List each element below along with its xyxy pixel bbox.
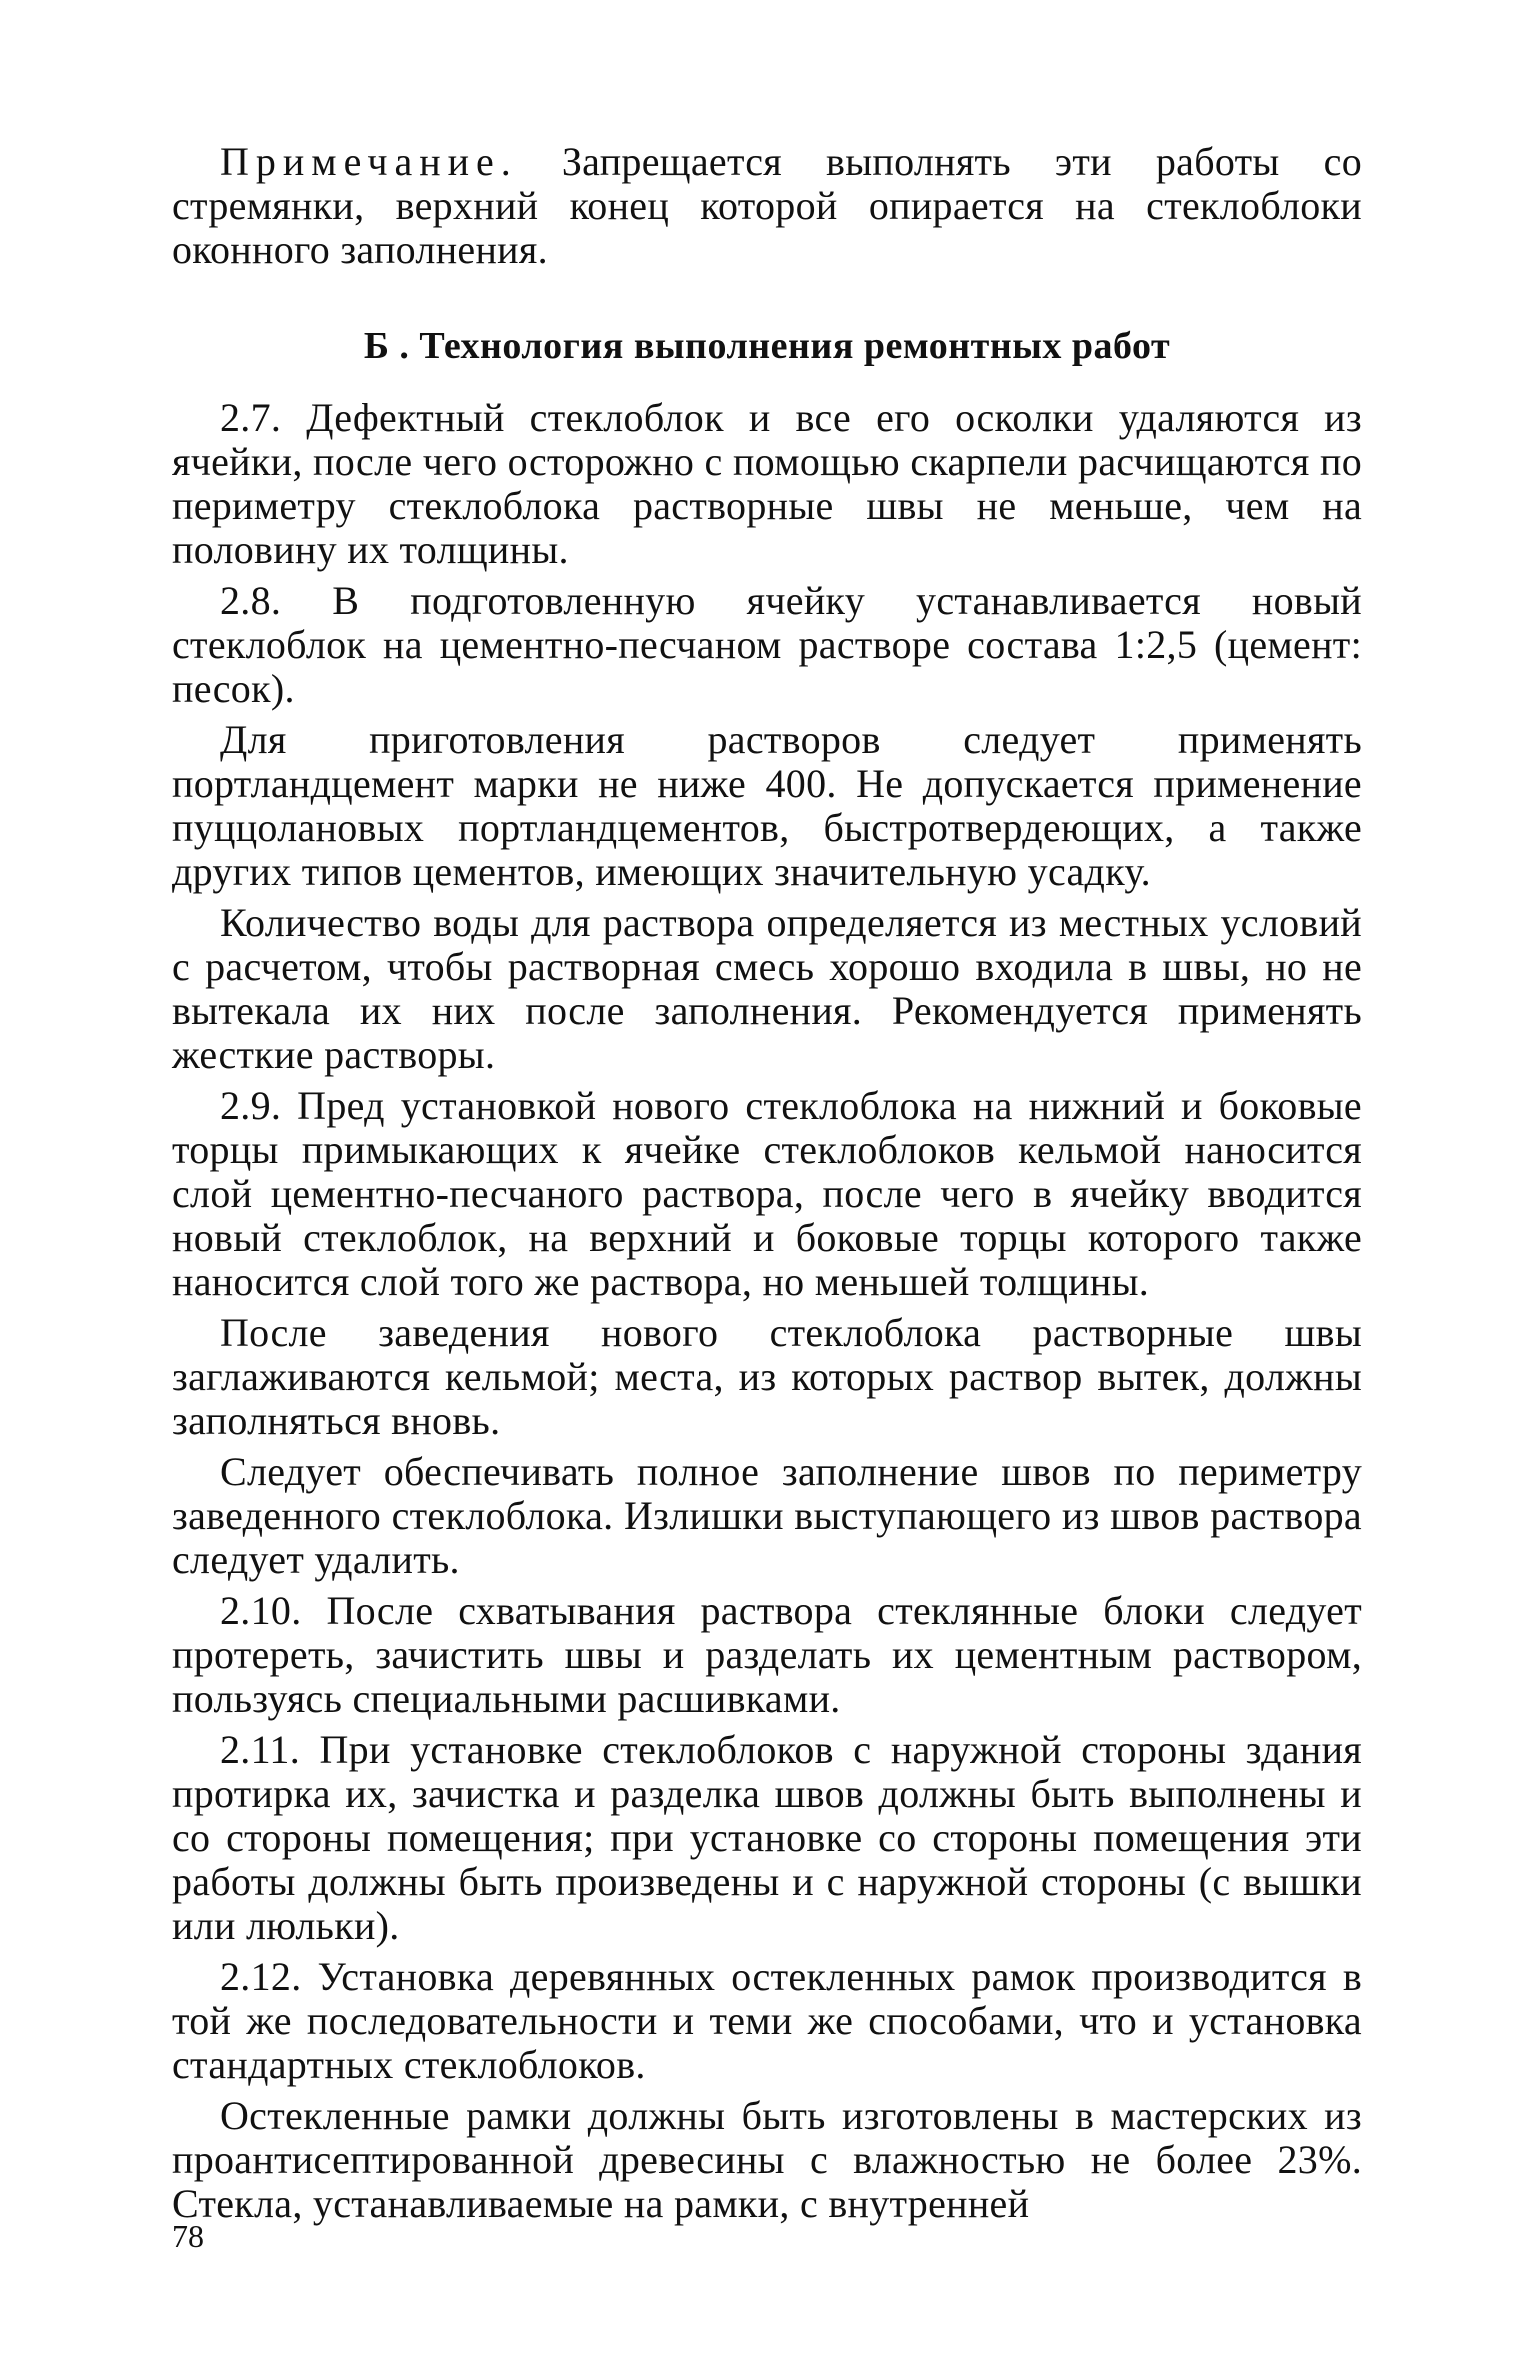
paragraph-water-quantity: Количество воды для раствора определяется из местных условий с расчетом, чтобы растворная смесь хорошо входила в швы, но не вытекала их них после заполнения. Рекомендуется применять жесткие растворы. bbox=[172, 900, 1362, 1077]
note-paragraph bbox=[172, 140, 1362, 272]
page-number: 78 bbox=[172, 2218, 204, 2254]
paragraph-joint-smoothing: После заведения нового стеклоблока растворные швы заглаживаются кельмой; места, из которых раствор вытек, должны заполняться вновь. bbox=[172, 1310, 1362, 1443]
paragraph-2-11: 2.11. При установке стеклоблоков с наружной стороны здания протирка их, зачистка и разделка швов должны быть выполнены и со стороны помещения; при установке со стороны помещения эти работы должны быть произведены и с наружной стороны (с вышки или люльки). bbox=[172, 1727, 1362, 1948]
paragraph-glazed-frames: Остекленные рамки должны быть изготовлены в мастерских из проантисептированной древесины с влажностью не более 23%. Стекла, устанавливаемые на рамки, с внутренней bbox=[172, 2093, 1362, 2226]
note-text: Запрещается выполнять эти работы со стремянки, верхний конец которой опирается на стеклоблоки оконного заполнения. bbox=[172, 139, 1362, 272]
paragraph-2-8: 2.8. В подготовленную ячейку устанавливается новый стеклоблок на цементно-песчаном растворе состава 1:2,5 (цемент: песок). bbox=[172, 578, 1362, 711]
section-heading: Б . Технология выполнения ремонтных работ bbox=[363, 325, 1171, 367]
paragraph-2-10: 2.10. После схватывания раствора стеклянные блоки следует протереть, зачистить швы и разделать их цементным раствором, пользуясь специальными расшивками. bbox=[172, 1588, 1362, 1721]
note-label: Примечание. bbox=[220, 139, 518, 184]
paragraph-mortar-preparation: Для приготовления растворов следует применять портландцемент марки не ниже 400. Не допускается применение пуццолановых портландцементов, быстротвердеющих, а также других типов цементов, имеющих значительную усадку. bbox=[172, 717, 1362, 894]
paragraph-joint-filling: Следует обеспечивать полное заполнение швов по периметру заведенного стеклоблока. Излишки выступающего из швов раствора следует удалить. bbox=[172, 1449, 1362, 1582]
page-body bbox=[172, 140, 1362, 2233]
paragraph-2-12: 2.12. Установка деревянных остекленных рамок производится в той же последовательности и теми же способами, что и установка стандартных стеклоблоков. bbox=[172, 1954, 1362, 2087]
paragraph-2-9: 2.9. Пред установкой нового стеклоблока на нижний и боковые торцы примыкающих к ячейке стеклоблоков кельмой наносится слой цементно-песчаного раствора, после чего в ячейку вводится новый стеклоблок, на верхний и боковые торцы которого также наносится слой того же раствора, но меньшей толщины. bbox=[172, 1083, 1362, 1304]
paragraph-2-7: 2.7. Дефектный стеклоблок и все его осколки удаляются из ячейки, после чего осторожно с помощью скарпели расчищаются по периметру стеклоблока растворные швы не меньше, чем на половину их толщины. bbox=[172, 395, 1362, 572]
